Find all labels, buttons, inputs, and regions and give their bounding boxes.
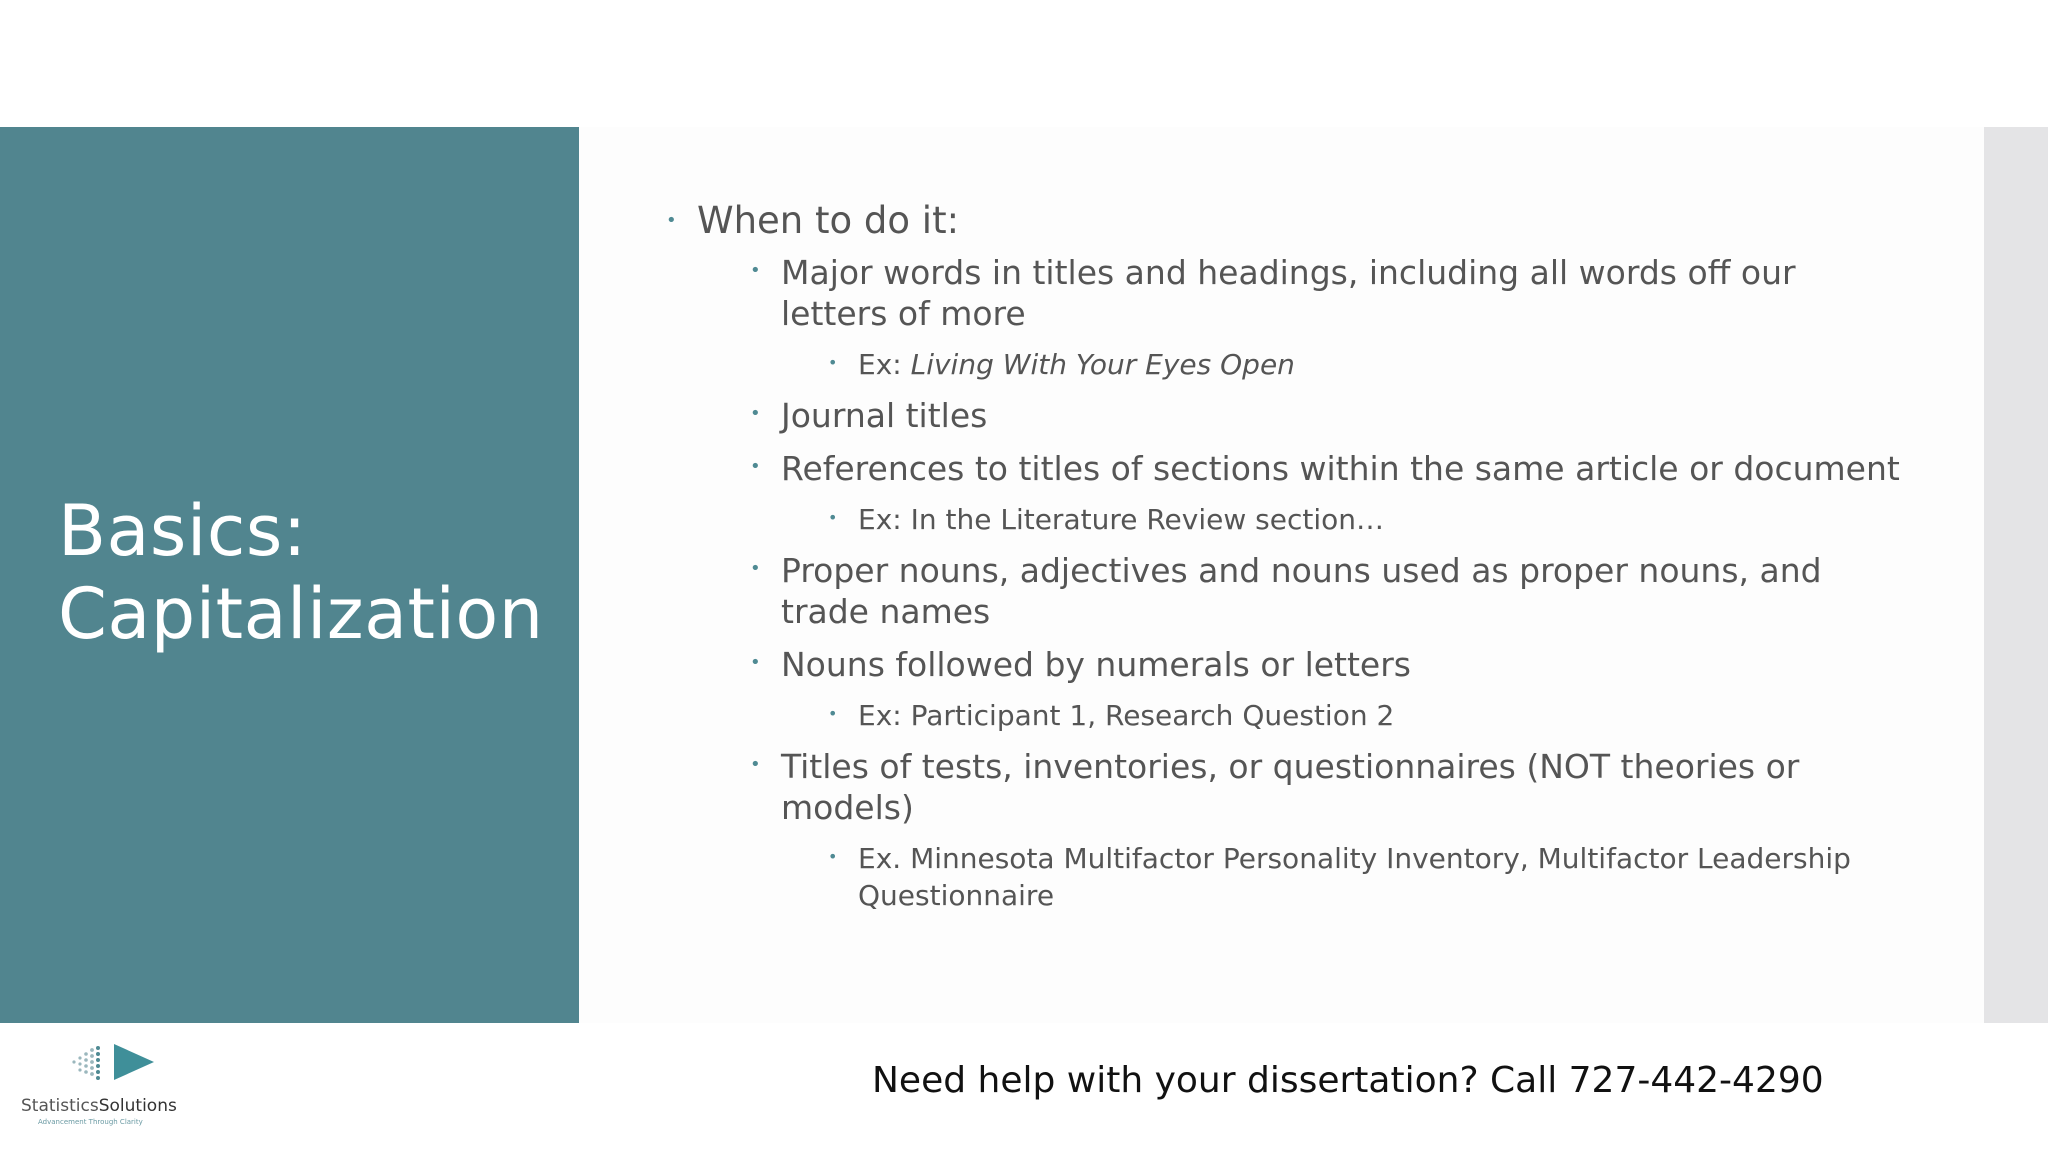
bullet-titles-tests	[650, 746, 1900, 828]
bullet-nouns-numerals-example	[650, 697, 1900, 734]
logo-name-part-1: Statistics	[21, 1096, 99, 1116]
bullet-when	[650, 200, 1900, 242]
company-logo	[18, 1040, 178, 1126]
top-band	[0, 0, 2048, 127]
bullet-icon: •	[750, 652, 761, 673]
play-arrow-icon	[54, 1040, 164, 1090]
bullet-icon: •	[750, 456, 761, 477]
bullet-proper-nouns	[650, 550, 1900, 632]
bullet-icon: •	[666, 210, 677, 231]
slide-title-line-1: Basics:	[58, 490, 307, 572]
bullet-references	[650, 448, 1900, 489]
bullet-text: Ex: In the Literature Review section…	[858, 503, 1384, 536]
bullet-nouns-numerals	[650, 644, 1900, 685]
bullet-icon: •	[828, 353, 838, 372]
bullet-icon: •	[750, 403, 761, 424]
slide-title	[58, 490, 544, 656]
bullet-list	[650, 200, 1900, 926]
bullet-text: Journal titles	[781, 396, 988, 435]
bullet-text: Nouns followed by numerals or letters	[781, 645, 1411, 684]
bullet-icon: •	[828, 508, 838, 527]
logo-name-part-2: Solutions	[98, 1096, 177, 1116]
call-to-action: Need help with your dissertation? Call 727-442-4290	[872, 1060, 1824, 1101]
logo-tagline: Advancement Through Clarity	[38, 1118, 143, 1126]
example-prefix: Ex:	[858, 348, 911, 381]
example-title: Living With Your Eyes Open	[910, 348, 1295, 381]
bullet-text: References to titles of sections within the same article or document	[781, 449, 1900, 488]
bullet-icon: •	[750, 754, 761, 775]
bullet-text: Proper nouns, adjectives and nouns used as proper nouns, and trade names	[781, 551, 1822, 631]
logo-name	[21, 1096, 177, 1116]
bullet-icon: •	[828, 704, 838, 723]
bullet-text: Ex: Participant 1, Research Question 2	[858, 699, 1395, 732]
bullet-text: Major words in titles and headings, including all words off our letters of more	[781, 253, 1796, 333]
right-edge-strip	[1984, 127, 2048, 1023]
bullet-icon: •	[750, 260, 761, 281]
bullet-references-example	[650, 501, 1900, 538]
slide-title-line-2: Capitalization	[58, 573, 544, 655]
bullet-icon: •	[750, 558, 761, 579]
bullet-journal-titles	[650, 395, 1900, 436]
bullet-titles-tests-example	[650, 840, 1900, 914]
bullet-major-words	[650, 252, 1900, 334]
bullet-text: Ex. Minnesota Multifactor Personality Inventory, Multifactor Leadership Questionnaire	[858, 842, 1851, 912]
bullet-icon: •	[828, 847, 838, 866]
bullet-text: When to do it:	[697, 199, 960, 242]
bullet-major-words-example	[650, 346, 1900, 383]
bullet-text: Titles of tests, inventories, or questionnaires (NOT theories or models)	[781, 747, 1800, 827]
